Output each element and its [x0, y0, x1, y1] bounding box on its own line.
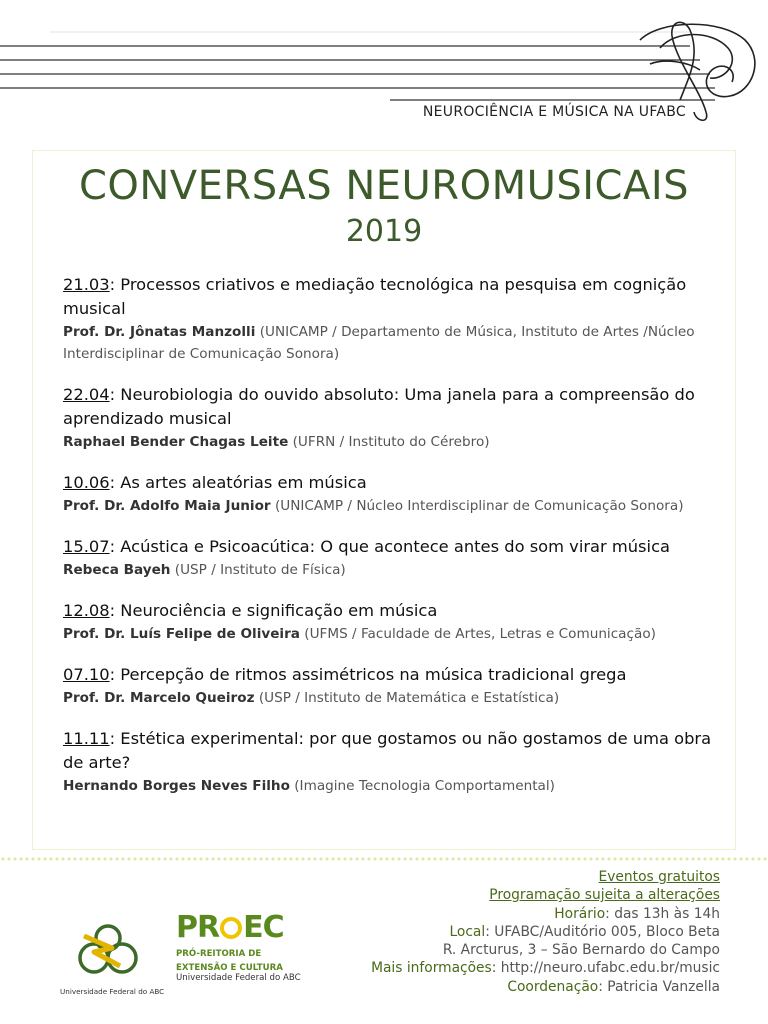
proec-ring-icon: [220, 917, 242, 939]
event-item: [63, 535, 713, 581]
header-label: NEUROCIÊNCIA E MÚSICA NA UFABC: [422, 104, 686, 120]
proec-line1: PRÓ-REITORIA DE: [176, 949, 262, 959]
ufabc-logo-icon: [64, 918, 154, 978]
event-date: 11.11: [63, 729, 110, 748]
event-affiliation: (USP / Instituto de Matemática e Estatística): [254, 690, 560, 706]
schedule-change-note: Programação sujeita a alterações: [489, 887, 720, 904]
more-info-line[interactable]: Mais informações: http://neuro.ufabc.edu.br/music: [371, 960, 720, 977]
event-date: 21.03: [63, 275, 110, 294]
event-date: 12.08: [63, 601, 110, 620]
dotted-divider: [0, 857, 768, 861]
page-year: 2019: [345, 214, 423, 249]
event-speaker: Rebeca Bayeh: [63, 562, 171, 578]
event-topic: : Processos criativos e mediação tecnológica na pesquisa em cognição musical: [63, 275, 687, 318]
event-affiliation: (UNICAMP / Departamento de Música, Instituto de Artes /Núcleo Interdisciplinar de Comunicação Sonora): [63, 324, 695, 362]
event-speaker: Prof. Dr. Adolfo Maia Junior: [63, 498, 271, 514]
event-list: [63, 273, 713, 815]
event-topic: : As artes aleatórias em música: [109, 473, 367, 492]
event-affiliation: (UFMS / Faculdade de Artes, Letras e Comunicação): [299, 626, 656, 642]
event-date: 15.07: [63, 537, 110, 556]
address-line: R. Arcturus, 3 – São Bernardo do Campo: [442, 942, 720, 959]
event-topic: : Neurobiologia do ouvido absoluto: Uma janela para a compreensão do aprendizado musical: [63, 385, 695, 428]
event-speaker: Prof. Dr. Marcelo Queiroz: [63, 690, 255, 706]
event-date: 22.04: [63, 385, 110, 404]
proec-line2: EXTENSÃO E CULTURA: [176, 963, 283, 973]
event-speaker: Raphael Bender Chagas Leite: [63, 434, 289, 450]
event-topic: : Acústica e Psicoacútica: O que acontece antes do som virar música: [109, 537, 670, 556]
time-line: Horário: das 13h às 14h: [554, 905, 720, 922]
event-item: [63, 383, 713, 453]
event-item: [63, 599, 713, 645]
page-title: CONVERSAS NEUROMUSICAIS: [78, 163, 690, 209]
event-date: 07.10: [63, 665, 110, 684]
proec-logo: PR EC PRÓ-REITORIA DE EXTENSÃO E CULTURA Universidade Federal do ABC: [176, 910, 316, 983]
place-line: Local: UFABC/Auditório 005, Bloco Beta: [449, 923, 720, 940]
event-info: [371, 868, 720, 996]
ufabc-caption: Universidade Federal do ABC: [60, 987, 165, 996]
coordination-line: Coordenação: Patricia Vanzella: [507, 978, 720, 995]
free-events-note: Eventos gratuitos: [598, 869, 720, 885]
event-speaker: Hernando Borges Neves Filho: [63, 778, 290, 794]
event-topic: : Percepção de ritmos assimétricos na música tradicional grega: [109, 665, 627, 684]
event-speaker: Prof. Dr. Jônatas Manzolli: [63, 324, 256, 340]
proec-line3: Universidade Federal do ABC: [176, 973, 301, 983]
event-speaker: Prof. Dr. Luís Felipe de Oliveira: [63, 626, 300, 642]
event-item: [63, 727, 713, 797]
event-item: [63, 273, 713, 365]
event-topic: : Estética experimental: por que gostamos ou não gostamos de uma obra de arte?: [63, 729, 712, 772]
event-affiliation: (Imagine Tecnologia Comportamental): [289, 778, 555, 794]
event-affiliation: (USP / Instituto de Física): [170, 562, 346, 578]
event-item: [63, 663, 713, 709]
event-affiliation: (UNICAMP / Núcleo Interdisciplinar de Comunicação Sonora): [270, 498, 684, 514]
event-date: 10.06: [63, 473, 110, 492]
event-topic: : Neurociência e significação em música: [109, 601, 438, 620]
event-affiliation: (UFRN / Instituto do Cérebro): [288, 434, 490, 450]
event-item: [63, 471, 713, 517]
